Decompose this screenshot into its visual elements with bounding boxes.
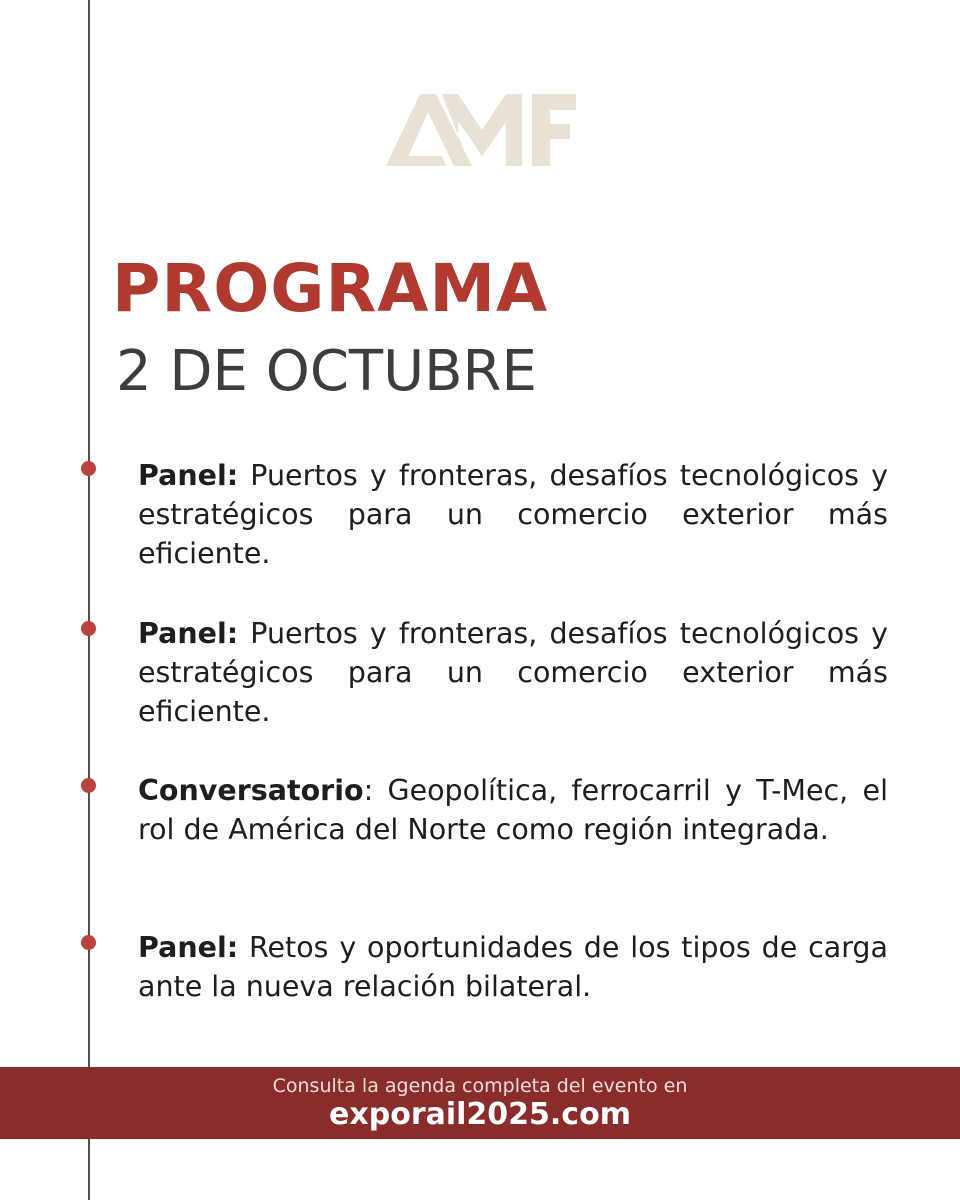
timeline-dot [81,935,96,950]
page-subtitle: 2 DE OCTUBRE [116,339,537,404]
agenda-item-type: Panel: [138,459,239,492]
amf-logo [386,86,576,166]
agenda-item-type: Panel: [138,617,239,650]
agenda-item [138,771,888,849]
timeline-dot [81,778,96,793]
agenda-item-text: Retos y oportunidades de los tipos de carga ante la nueva relación bilateral. [138,931,888,1003]
agenda-item-text: Puertos y fronteras, desafíos tecnológicos y estratégicos para un comercio exterior más eficiente. [138,617,888,728]
timeline-line [88,0,90,1200]
footer-caption: Consulta la agenda completa del evento en [272,1075,688,1097]
timeline-dot [81,621,96,636]
footer-url-link[interactable]: exporail2025.com [329,1097,631,1132]
agenda-item [138,456,888,573]
agenda-item [138,614,888,731]
agenda-item-text: Puertos y fronteras, desafíos tecnológicos y estratégicos para un comercio exterior más eficiente. [138,459,888,570]
footer-banner [0,1067,960,1139]
agenda-item-type: Conversatorio [138,774,364,807]
timeline-dot [81,461,96,476]
agenda-item [138,928,888,1006]
page-title: PROGRAMA [112,250,549,327]
agenda-item-type: Panel: [138,931,239,964]
agenda-item-text: : Geopolítica, ferrocarril y T-Mec, el rol de América del Norte como región integrada. [138,774,888,846]
